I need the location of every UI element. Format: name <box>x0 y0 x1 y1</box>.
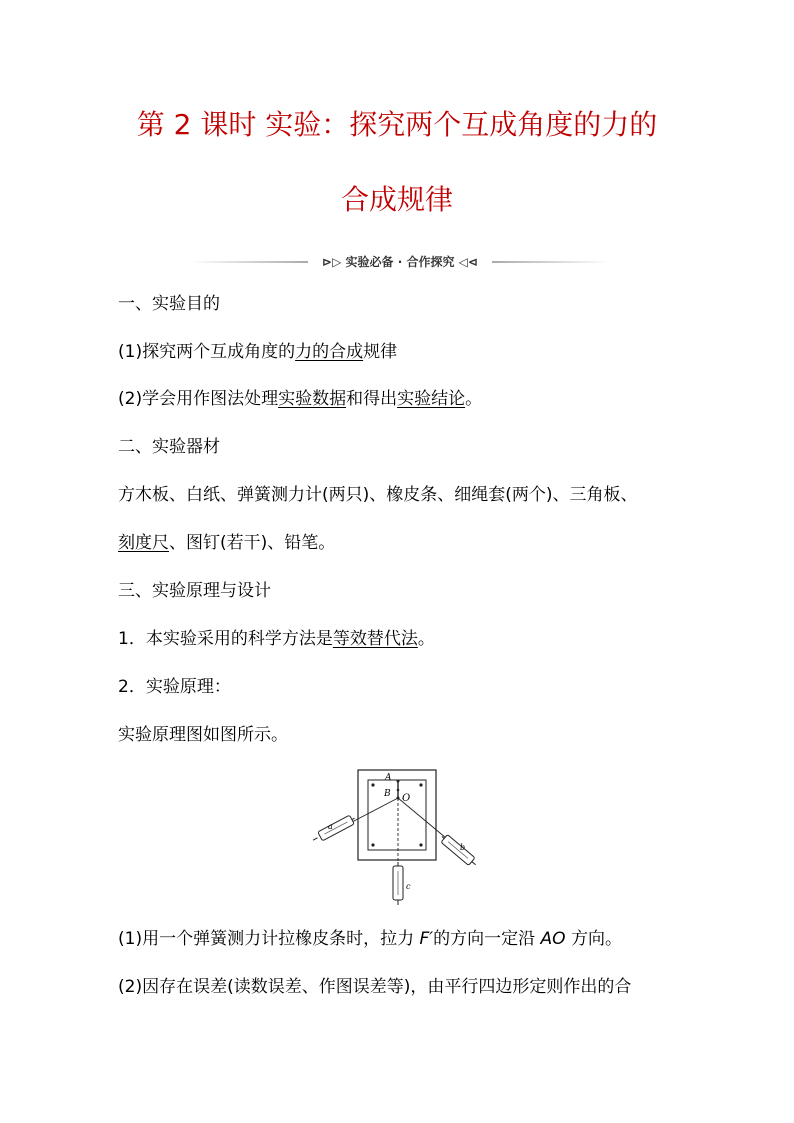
principle-point-2: 2．实验原理： <box>118 677 231 697</box>
principle-note-1: (1)用一个弹簧测力计拉橡皮条时，拉力 F′的方向一定沿 AO 方向。 <box>118 929 622 949</box>
point-a <box>397 780 400 783</box>
banner-text: 实验必备 · 合作探究 <box>345 255 455 269</box>
label-scale-a: a <box>328 822 333 831</box>
objective-item-2: (2)学会用作图法处理实验数据和得出实验结论。 <box>118 389 483 409</box>
section-heading-principle: 三、实验原理与设计 <box>118 581 271 601</box>
principle-point-1: 1．本实验采用的科学方法是等效替代法。 <box>118 629 435 649</box>
banner-right-mark: ◁⊲ <box>458 255 478 269</box>
spring-scale-c <box>393 862 403 905</box>
banner-label <box>308 252 492 272</box>
section-heading-equipment: 二、实验器材 <box>118 437 220 457</box>
section-heading-objectives: 一、实验目的 <box>118 294 220 314</box>
principle-note-2: (2)因存在误差(读数误差、作图误差等)，由平行四边形定则作出的合 <box>118 977 632 997</box>
banner-left-mark: ⊳▷ <box>322 255 342 269</box>
label-a-point: A <box>385 773 392 783</box>
title-line-2: 合成规律 <box>340 183 453 216</box>
label-scale-b: b <box>460 843 466 852</box>
principle-figure-caption: 实验原理图如图所示。 <box>118 725 288 745</box>
label-b-point: B <box>384 789 391 799</box>
label-o-point: O <box>402 793 411 804</box>
experiment-diagram <box>306 766 490 906</box>
point-b <box>397 789 400 792</box>
banner-line-right <box>492 261 610 263</box>
equipment-line-2: 刻度尺、图钉(若干)、铅笔。 <box>118 533 336 553</box>
spring-scale-a <box>311 814 357 845</box>
equipment-line-1: 方木板、白纸、弹簧测力计(两只)、橡皮条、细绳套(两个)、三角板、 <box>118 485 638 505</box>
title-line-1: 第 2 课时 实验：探究两个互成角度的力的 <box>136 108 658 141</box>
spring-scale-b <box>439 833 479 869</box>
banner-line-left <box>190 261 308 263</box>
section-banner <box>190 252 610 272</box>
objective-item-1: (1)探究两个互成角度的力的合成规律 <box>118 342 398 362</box>
label-scale-c: c <box>406 882 411 891</box>
